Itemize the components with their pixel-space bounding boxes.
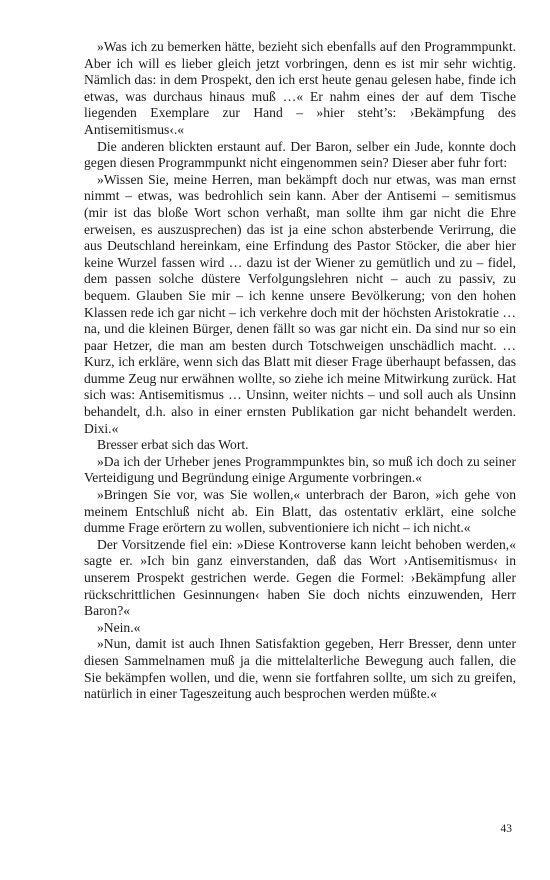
- paragraph: »Was ich zu bemerken hätte, bezieht sich ebenfalls auf den Programmpunkt. Aber ich will es lieber gleich jetzt vorbringen, denn es ist mir sehr wichtig. Nämlich das: in dem Prospekt, den ich erst heute genau gelesen habe, finde ich etwas, was durchaus hinaus muß …« Er nahm eines der auf dem Tische liegenden Exemplare zur Hand – »hier steht’s: ›Bekämpfung des Antisemitismus‹.«: [84, 39, 516, 137]
- paragraph: Der Vorsitzende fiel ein: »Diese Kontroverse kann leicht behoben werden,« sagte er. »Ich bin ganz einverstanden, daß das Wort ›Antisemitismus‹ in unserem Prospekt gestrichen werde. Gegen die Formel: ›Bekämpfung aller rückschrittlichen Gesinnungen‹ haben Sie doch nichts einzuwenden, Herr Baron?«: [84, 536, 516, 619]
- paragraph: Bresser erbat sich das Wort.: [97, 437, 249, 453]
- paragraph: Die anderen blickten erstaunt auf. Der Baron, selber ein Jude, konnte doch gegen diesen Programmpunkt nicht eingenommen sein? Dieser aber fuhr fort:: [84, 138, 516, 171]
- paragraph: »Bringen Sie vor, was Sie wollen,« unterbrach der Baron, »ich gehe von meinem Entschluß nicht ab. Ein Blatt, das ostentativ erklärt, eine solche dumme Frage erörtern zu wollen, subventioniere ich nicht – ich nicht.«: [84, 487, 516, 536]
- paragraph: »Nun, damit ist auch Ihnen Satisfaktion gegeben, Herr Bresser, denn unter diesen Sammelnamen muß ja die mittelalterliche Bewegung auch fallen, die Sie bekämpfen wollen, und die, wenn sie fortfahren sollte, um sich zu greifen, natürlich in einer Tageszeitung auch besprochen werden müßte.«: [84, 636, 516, 702]
- paragraph: »Nein.«: [97, 619, 141, 635]
- paragraph: »Da ich der Urheber jenes Programmpunktes bin, so muß ich doch zu seiner Verteidigung und Begründung einige Argumente vorbringen.«: [84, 453, 516, 486]
- paragraph: »Wissen Sie, meine Herren, man bekämpft doch nur etwas, was man ernst nimmt – etwas, was bedrohlich sein kann. Aber der Antisemi – semitismus (mir ist das bloße Wort schon verhaßt, man sollte ihm gar nicht die Ehre erweisen, es auszusprechen) das ist ja eine schon absterbende Verirrung, die aus Deutschland hereinkam, eine Erfindung des Pastor Stöcker, die aber hier keine Wurzel fassen wird … dazu ist der Wiener zu gemütlich und zu – fidel, dem passen solche düstere Verfolgungslehren nicht – auch zu passiv, zu bequem. Glauben Sie mir – ich kenne unsere Bevölkerung; von den hohen Klassen rede ich gar nicht – ich verkehre doch mit der höchsten Aristokratie … na, und die kleinen Bürger, denen fällt so was gar nicht ein. Da sind nur so ein paar Hetzer, die man am besten durch Totschweigen unschädlich macht. … Kurz, ich erkläre, wenn sich das Blatt mit dieser Frage überhaupt befassen, das dumme Zeug nur erwähnen wollte, so ziehe ich meine Mitwirkung zurück. Hat sich was: Antisemitismus … Unsinn, weiter nichts – und soll auch als Unsinn behandelt, d.h. also in einer ernsten Publikation gar nicht behandelt werden. Dixi.«: [84, 171, 516, 436]
- page-number: 43: [500, 823, 512, 835]
- page-body: [84, 39, 516, 703]
